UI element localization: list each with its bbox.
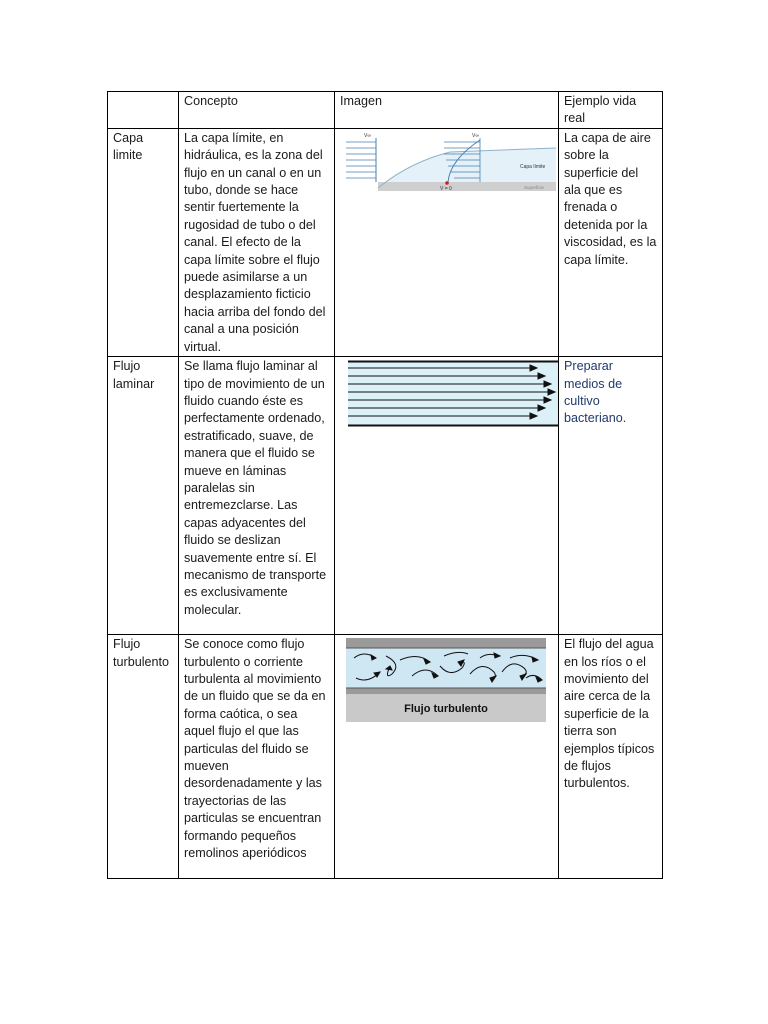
surface-label: Superficie — [524, 184, 545, 190]
boundary-layer-diagram-icon — [340, 130, 559, 200]
row-name-capa-limite: Capa limite — [108, 128, 179, 356]
row-concept-flujo-turbulento: Se conoce como flujo turbulento o corriente turbulenta al movimiento de un fluido que se da en forma caótica, o sea aquel flujo el que las particulas del fluido se mueven desordenadamente y las trayectorias de las particulas se encuentran formando pequeños remolinos aperiódicos — [179, 635, 335, 879]
header-cell-image: Imagen — [335, 92, 559, 129]
concept-table — [107, 91, 663, 879]
turbulent-flow-diagram-icon — [340, 636, 559, 726]
header-cell-example: Ejemplo vida real — [559, 92, 663, 129]
turbulent-flow-caption: Flujo turbulento — [404, 703, 488, 716]
laminar-flow-diagram-icon — [340, 358, 559, 433]
header-row — [108, 92, 663, 129]
row-image-flujo-turbulento — [335, 635, 559, 879]
table-row — [108, 635, 663, 879]
row-concept-capa-limite: La capa límite, en hidráulica, es la zona del flujo en un canal o en un tubo, donde se hace sentir fuertemente la rugosidad de tubo o del canal. El efecto de la capa límite sobre el flujo puede asimilarse a un desplazamiento ficticio hacia arriba del fondo del canal a una posición virtual. — [179, 128, 335, 356]
header-cell-concept: Concepto — [179, 92, 335, 129]
layer-label: Capa límite — [520, 163, 546, 170]
velocity-label-left: V∞ — [364, 132, 371, 139]
row-example-capa-limite: La capa de aire sobre la superficie del ala que es frenada o detenida por la viscosidad, es la capa límite. — [559, 128, 663, 356]
row-concept-flujo-laminar: Se llama flujo laminar al tipo de movimiento de un fluido cuando éste es perfectamente ordenado, estratificado, suave, de manera que el fluido se mueve en láminas paralelas sin entremezclarse. Las capas adyacentes del fluido se deslizan suavemente entre sí. El mecanismo de transporte es exclusivamente molecular. — [179, 357, 335, 635]
row-example-flujo-laminar: Preparar medios de cultivo bacteriano. — [559, 357, 663, 635]
table-row — [108, 128, 663, 356]
row-example-flujo-turbulento: El flujo del agua en los ríos o el movimiento del aire cerca de la superficie de la tierra son ejemplos típicos de flujos turbulentos. — [559, 635, 663, 879]
zero-velocity-label: V = 0 — [440, 185, 452, 192]
row-name-flujo-turbulento: Flujo turbulento — [108, 635, 179, 879]
table-row — [108, 357, 663, 635]
row-image-capa-limite — [335, 128, 559, 356]
row-image-flujo-laminar — [335, 357, 559, 635]
velocity-label-right: V∞ — [472, 132, 479, 139]
row-name-flujo-laminar: Flujo laminar — [108, 357, 179, 635]
header-cell-empty — [108, 92, 179, 129]
